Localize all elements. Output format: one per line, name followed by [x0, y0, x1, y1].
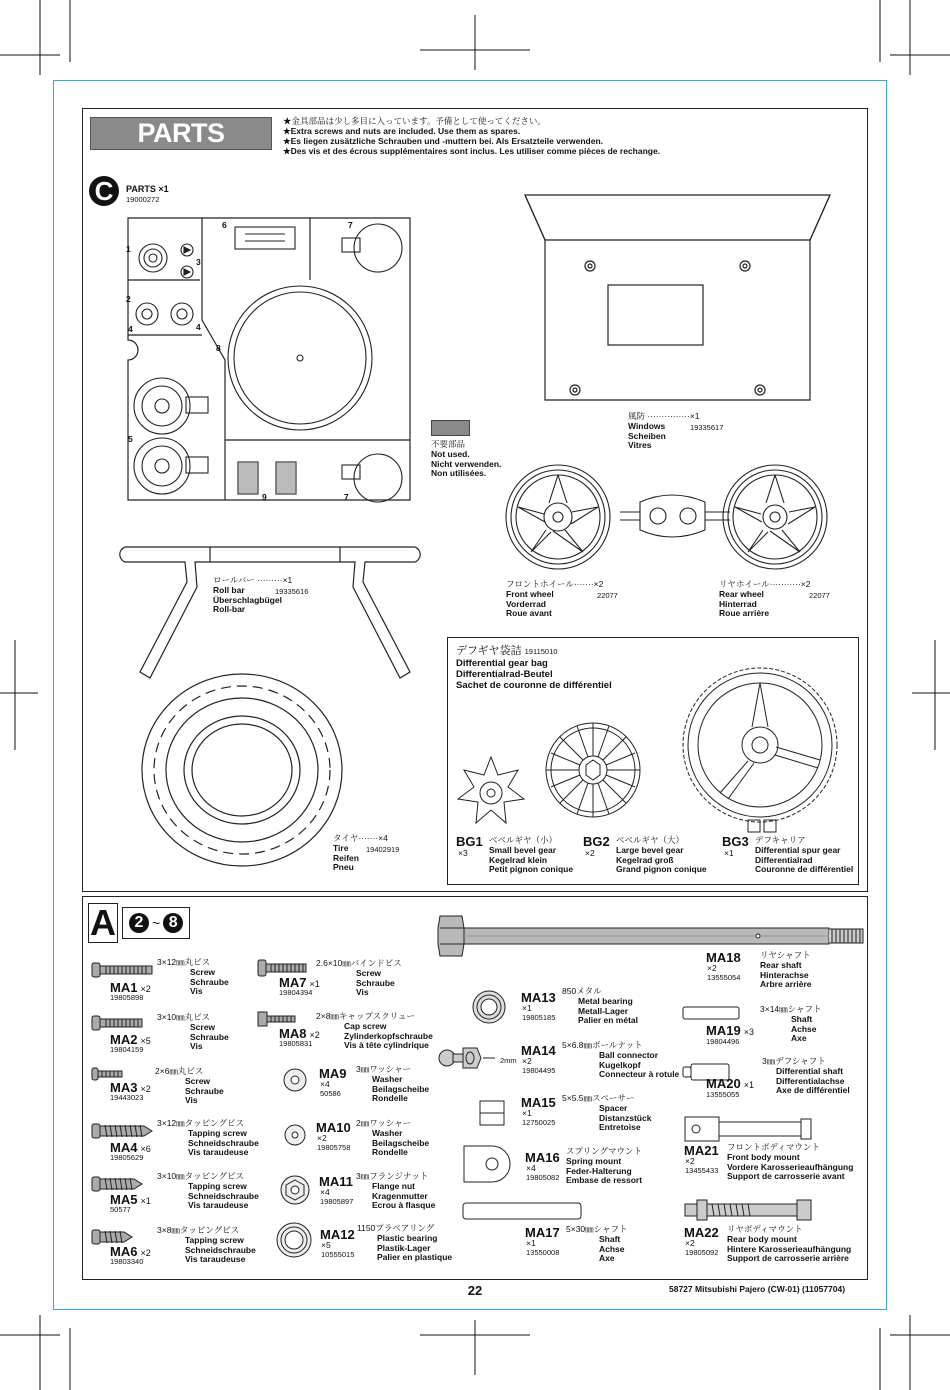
sprue-number: 6 — [222, 220, 227, 230]
ma19-code: 19804496 — [706, 1037, 740, 1046]
bg3-id: BG3 — [722, 834, 749, 849]
screw-ma1 — [92, 961, 154, 979]
bearing-ma13 — [472, 990, 506, 1024]
ma15-qty: ×1 — [522, 1108, 532, 1118]
sprue-number: 3 — [196, 257, 201, 267]
ma8-id: MA8 ×2 — [279, 1026, 320, 1041]
ma20-id: MA20 ×1 — [706, 1076, 754, 1091]
ma14-id: MA14 — [521, 1043, 556, 1058]
ma4-id: MA4 ×6 — [110, 1140, 151, 1155]
shaft-ma17 — [462, 1202, 582, 1220]
rear-wheel — [720, 462, 830, 572]
ma15-desc: 5×5.5㎜スペーサー Spacer Distanzstück Entretoise — [562, 1093, 652, 1133]
screw-ma2 — [92, 1014, 144, 1032]
ma6-code: 19803340 — [110, 1257, 144, 1266]
ma4-desc: 3×12㎜タッピングビス Tapping screw Schneidschraube Vis taraudeuse — [157, 1118, 259, 1158]
front-wheel-code: 22077 — [597, 591, 618, 600]
screw-ma5 — [92, 1175, 144, 1193]
sprue-number: 2 — [126, 294, 131, 304]
ma22-id: MA22 — [684, 1225, 719, 1240]
ma7-id: MA7 ×1 — [279, 975, 320, 990]
ma8-code: 19805831 — [279, 1039, 313, 1048]
ma9-code: 50586 — [320, 1089, 341, 1098]
ma12-code: 10555015 — [321, 1250, 355, 1259]
ma14-qty: ×2 — [522, 1056, 532, 1066]
ma11-code: 19805897 — [320, 1197, 354, 1206]
ma20-code: 13555055 — [706, 1090, 740, 1099]
ma3-code: 19443023 — [110, 1093, 144, 1102]
ma5-code: 50577 — [110, 1205, 131, 1214]
shaft-ma19 — [682, 1006, 740, 1020]
sprue-number: 7 — [344, 492, 349, 502]
ma11-qty: ×4 — [320, 1187, 330, 1197]
ma12-id: MA12 — [320, 1227, 355, 1242]
sprue-number: 5 — [128, 434, 133, 444]
ma5-desc: 3×10㎜タッピングビス Tapping screw Schneidschraube Vis taraudeuse — [157, 1171, 259, 1211]
front-wheel — [503, 462, 613, 572]
bg2-qty: ×2 — [585, 848, 595, 858]
not-used-swatch — [431, 420, 470, 436]
ma16-desc: スプリングマウント Spring mount Feder-Halterung Embase de ressort — [566, 1146, 643, 1186]
ma9-qty: ×4 — [320, 1079, 330, 1089]
washer-ma9 — [283, 1068, 307, 1092]
sprue-number: 4 — [128, 324, 133, 334]
rear-body-mount-ma22 — [684, 1198, 814, 1222]
ma1-code: 19805898 — [110, 993, 144, 1002]
ma12-qty: ×5 — [321, 1240, 331, 1250]
ma12-desc: 1150プラベアリング Plastic bearing Plastik-Lager Palier en plastique — [357, 1223, 453, 1263]
ma5-id: MA5 ×1 — [110, 1192, 151, 1207]
tire-code: 19402919 — [366, 845, 400, 854]
step-tilde: ~ — [152, 915, 161, 931]
ma17-code: 13550008 — [526, 1248, 560, 1257]
wheel-wrench — [620, 490, 730, 540]
parts-title: PARTS — [90, 117, 272, 150]
ma18-id: MA18 — [706, 950, 741, 965]
ball-connector-ma14 — [437, 1043, 497, 1073]
note-line: ★Extra screws and nuts are included. Use them as spares. — [283, 126, 521, 136]
ma14-code: 19804495 — [522, 1066, 556, 1075]
sprue-number: 9 — [262, 492, 267, 502]
ma10-qty: ×2 — [317, 1133, 327, 1143]
ma19-desc: 3×14㎜シャフト Shaft Achse Axe — [760, 1004, 822, 1044]
parts-c-label: PARTS ×1 — [126, 184, 169, 194]
windows-part — [520, 190, 840, 410]
sprue-number: 1 — [126, 244, 131, 254]
sprue-number: 8 — [216, 343, 221, 353]
diff-gear-bag-title: デフギヤ袋詰 19115010 Differential gear bag Differentialrad-Beutel Sachet de couronne de différentiel — [456, 645, 612, 691]
ma3-id: MA3 ×2 — [110, 1080, 151, 1095]
bg3-qty: ×1 — [724, 848, 734, 858]
differential-spur-gear — [680, 665, 840, 835]
ma1-id: MA1 ×2 — [110, 980, 151, 995]
bg1-label: ベベルギヤ（小） Small bevel gear Kegelrad klein Petit pignon conique — [489, 835, 574, 875]
bg1-qty: ×3 — [458, 848, 468, 858]
parts-c-code: 19000272 — [126, 195, 160, 204]
roll-bar-code: 19335616 — [275, 587, 309, 596]
page-number: 22 — [467, 1283, 483, 1298]
step-from: 2 — [129, 913, 149, 933]
ma2-id: MA2 ×5 — [110, 1032, 151, 1047]
ma21-desc: フロントボディマウント Front body mount Vordere Karosserieaufhängung Support de carrosserie avant — [727, 1142, 854, 1182]
ma21-code: 13455433 — [685, 1166, 719, 1175]
ma15-code: 12750025 — [522, 1118, 556, 1127]
note-line: ★Des vis et des écrous supplémentaires sont inclus. Les utiliser comme pièces de rechange. — [283, 146, 661, 156]
step-to: 8 — [163, 913, 183, 933]
ma3-desc: 2×6㎜丸ビス Screw Schraube Vis — [155, 1066, 224, 1106]
ma18-qty: ×2 — [707, 963, 717, 973]
front-wheel-label: フロントホイール·······×2 Front wheel Vorderrad Roue avant — [506, 579, 604, 619]
ma16-code: 19805082 — [526, 1173, 560, 1182]
not-used-label: 不要部品 Not used. Nicht verwenden. Non utilisées. — [431, 439, 502, 479]
bag-a-steps — [122, 907, 190, 939]
ma21-id: MA21 — [684, 1143, 719, 1158]
ma10-id: MA10 — [316, 1120, 351, 1135]
ma13-id: MA13 — [521, 990, 556, 1005]
screw-ma3 — [92, 1067, 124, 1081]
windows-label: 風防 ···············×1 Windows Scheiben Vitres — [628, 411, 700, 451]
screw-ma8 — [258, 1012, 298, 1026]
spacer-ma15 — [479, 1100, 505, 1126]
small-bevel-gear — [456, 755, 526, 830]
ma15-id: MA15 — [521, 1095, 556, 1110]
bg3-label: デフキャリア Differential spur gear Differentialrad Couronne de différentiel — [755, 835, 854, 875]
front-body-mount-ma21 — [684, 1114, 814, 1144]
ma7-desc: 2.6×10㎜バインドビス Screw Schraube Vis — [316, 958, 402, 998]
sprue-number: 7 — [348, 220, 353, 230]
ma18-desc: リヤシャフト Rear shaft Hinterachse Arbre arrière — [760, 950, 812, 990]
ma6-desc: 3×8㎜タッピングビス Tapping screw Schneidschraube Vis taraudeuse — [157, 1225, 256, 1265]
ma10-desc: 2㎜ワッシャー Washer Beilagscheibe Rondelle — [356, 1118, 430, 1158]
sprue-number: 4 — [196, 322, 201, 332]
ma17-qty: ×1 — [526, 1238, 536, 1248]
screw-ma4 — [92, 1122, 154, 1140]
tire — [138, 670, 348, 870]
ma18-code: 13555054 — [707, 973, 741, 982]
bg2-id: BG2 — [583, 834, 610, 849]
ma9-desc: 3㎜ワッシャー Washer Beilagscheibe Rondelle — [356, 1064, 430, 1104]
roll-bar-label: ロールバー ·········×1 Roll bar Überschlagbügel Roll-bar — [213, 575, 293, 615]
ma21-qty: ×2 — [685, 1156, 695, 1166]
ma22-desc: リヤボディマウント Rear body mount Hintere Karosserieaufhängung Support de carrosserie arrière — [727, 1224, 852, 1264]
ma16-id: MA16 — [525, 1150, 560, 1165]
note-line: ★Es liegen zusätzliche Schrauben und -muttern bei. Als Ersatzteile verwenden. — [283, 136, 603, 146]
parts-c-badge: C — [89, 176, 119, 206]
bag-a-header — [88, 904, 190, 942]
ma11-id: MA11 — [319, 1174, 353, 1189]
model-info: 58727 Mitsubishi Pajero (CW-01) (11057704) — [669, 1284, 846, 1294]
ma14-dimension: 2mm — [500, 1056, 517, 1065]
sprue-tree-c — [120, 210, 420, 510]
ma13-qty: ×1 — [522, 1003, 532, 1013]
spares-note — [283, 116, 660, 156]
rear-wheel-code: 22077 — [809, 591, 830, 600]
spring-mount-ma16 — [462, 1144, 512, 1184]
ma9-id: MA9 — [319, 1066, 347, 1081]
ma1-desc: 3×12㎜丸ビス Screw Schraube Vis — [157, 957, 229, 997]
ma20-desc: 3㎜デフシャフト Differential shaft Differentialachse Axe de différentiel — [762, 1056, 850, 1096]
ma13-desc: 850メタル Metal bearing Metall-Lager Palier en métal — [562, 986, 639, 1026]
ma19-id: MA19 ×3 — [706, 1023, 754, 1038]
ma14-desc: 5×6.8㎜ボールナット Ball connector Kugelkopf Connecteur à rotule — [562, 1040, 680, 1080]
ma22-qty: ×2 — [685, 1238, 695, 1248]
note-line: ★金具部品は少し多目に入っています。予備として使ってください。 — [283, 116, 546, 126]
windows-code: 19335617 — [690, 423, 724, 432]
washer-ma10 — [284, 1124, 306, 1146]
ma6-id: MA6 ×2 — [110, 1244, 151, 1259]
ma17-id: MA17 — [525, 1225, 560, 1240]
ma8-desc: 2×8㎜キャップスクリュー Cap screw Zylinderkopfschraube Vis à tête cylindrique — [316, 1011, 433, 1051]
ma16-qty: ×4 — [526, 1163, 536, 1173]
bg1-id: BG1 — [456, 834, 483, 849]
ma17-desc: 5×30㎜シャフト Shaft Achse Axe — [566, 1224, 628, 1264]
ma11-desc: 3㎜フランジナット Flange nut Kragenmutter Ecrou à flasque — [356, 1171, 436, 1211]
nut-ma11 — [280, 1175, 310, 1205]
ma22-code: 19805092 — [685, 1248, 719, 1257]
bearing-ma12 — [276, 1222, 312, 1258]
ma2-code: 19804159 — [110, 1045, 144, 1054]
ma4-code: 19805629 — [110, 1153, 144, 1162]
rear-wheel-label: リヤホイール···········×2 Rear wheel Hinterrad Roue arrière — [719, 579, 811, 619]
tire-label: タイヤ·······×4 Tire Reifen Pneu — [333, 833, 388, 873]
large-bevel-gear — [543, 715, 643, 825]
bag-a-letter: A — [90, 902, 116, 943]
bg2-label: ベベルギヤ（大） Large bevel gear Kegelrad groß Grand pignon conique — [616, 835, 707, 875]
ma10-code: 19805758 — [317, 1143, 351, 1152]
ma13-code: 19805185 — [522, 1013, 556, 1022]
ma2-desc: 3×10㎜丸ビス Screw Schraube Vis — [157, 1012, 229, 1052]
ma7-code: 19804394 — [279, 988, 313, 997]
